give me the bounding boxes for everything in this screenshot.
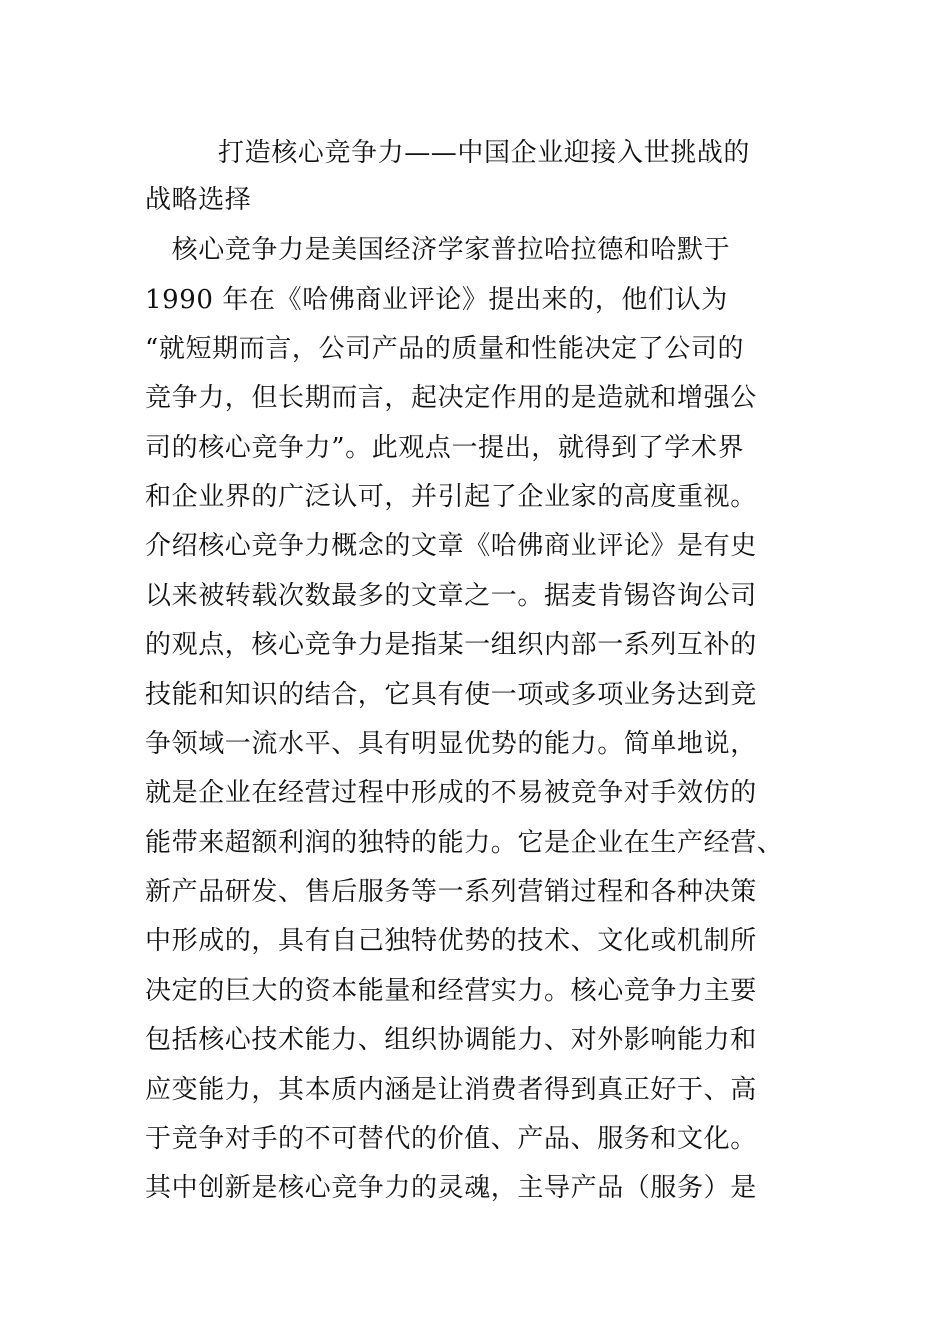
body-line: 应变能力，其本质内涵是让消费者得到真正好于、高 [145, 1075, 757, 1105]
body-line: 技能和知识的结合，它具有使一项或多项业务达到竞 [145, 680, 757, 710]
document-title-line-2: 战略选择 [145, 185, 252, 215]
body-line: 核心竞争力是美国经济学家普拉哈拉德和哈默于 [145, 235, 731, 265]
body-line: 包括核心技术能力、组织协调能力、对外影响能力和 [145, 1025, 757, 1055]
body-line: 能带来超额利润的独特的能力。它是企业在生产经营、 [145, 828, 784, 858]
body-line: 的观点，核心竞争力是指某一组织内部一系列互补的 [145, 630, 757, 660]
body-line: 其中创新是核心竞争力的灵魂，主导产品（服务）是 [145, 1173, 757, 1203]
body-line: 以来被转载次数最多的文章之一。据麦肯锡咨询公司 [145, 581, 757, 611]
body-line: 就是企业在经营过程中形成的不易被竞争对手效仿的 [145, 778, 757, 808]
body-line: 决定的巨大的资本能量和经营实力。核心竞争力主要 [145, 976, 757, 1006]
body-line: 中形成的，具有自己独特优势的技术、文化或机制所 [145, 926, 757, 956]
document-title-line-1: 打造核心竞争力——中国企业迎接入世挑战的 [218, 138, 751, 168]
body-line: 新产品研发、售后服务等一系列营销过程和各种决策 [145, 877, 757, 907]
body-line: 介绍核心竞争力概念的文章《哈佛商业评论》是有史 [145, 531, 757, 561]
body-line: 争领域一流水平、具有明显优势的能力。简单地说， [145, 729, 757, 759]
body-line: 1990 年在《哈佛商业评论》提出来的，他们认为 [145, 285, 728, 315]
body-line: 于竞争对手的不可替代的价值、产品、服务和文化。 [145, 1124, 757, 1154]
body-line: “就短期而言，公司产品的质量和性能决定了公司的 [145, 334, 745, 364]
body-line: 竞争力，但长期而言，起决定作用的是造就和增强公 [145, 383, 757, 413]
body-line: 司的核心竞争力”。此观点一提出，就得到了学术界 [145, 433, 745, 463]
body-line: 和企业界的广泛认可，并引起了企业家的高度重视。 [145, 482, 757, 512]
